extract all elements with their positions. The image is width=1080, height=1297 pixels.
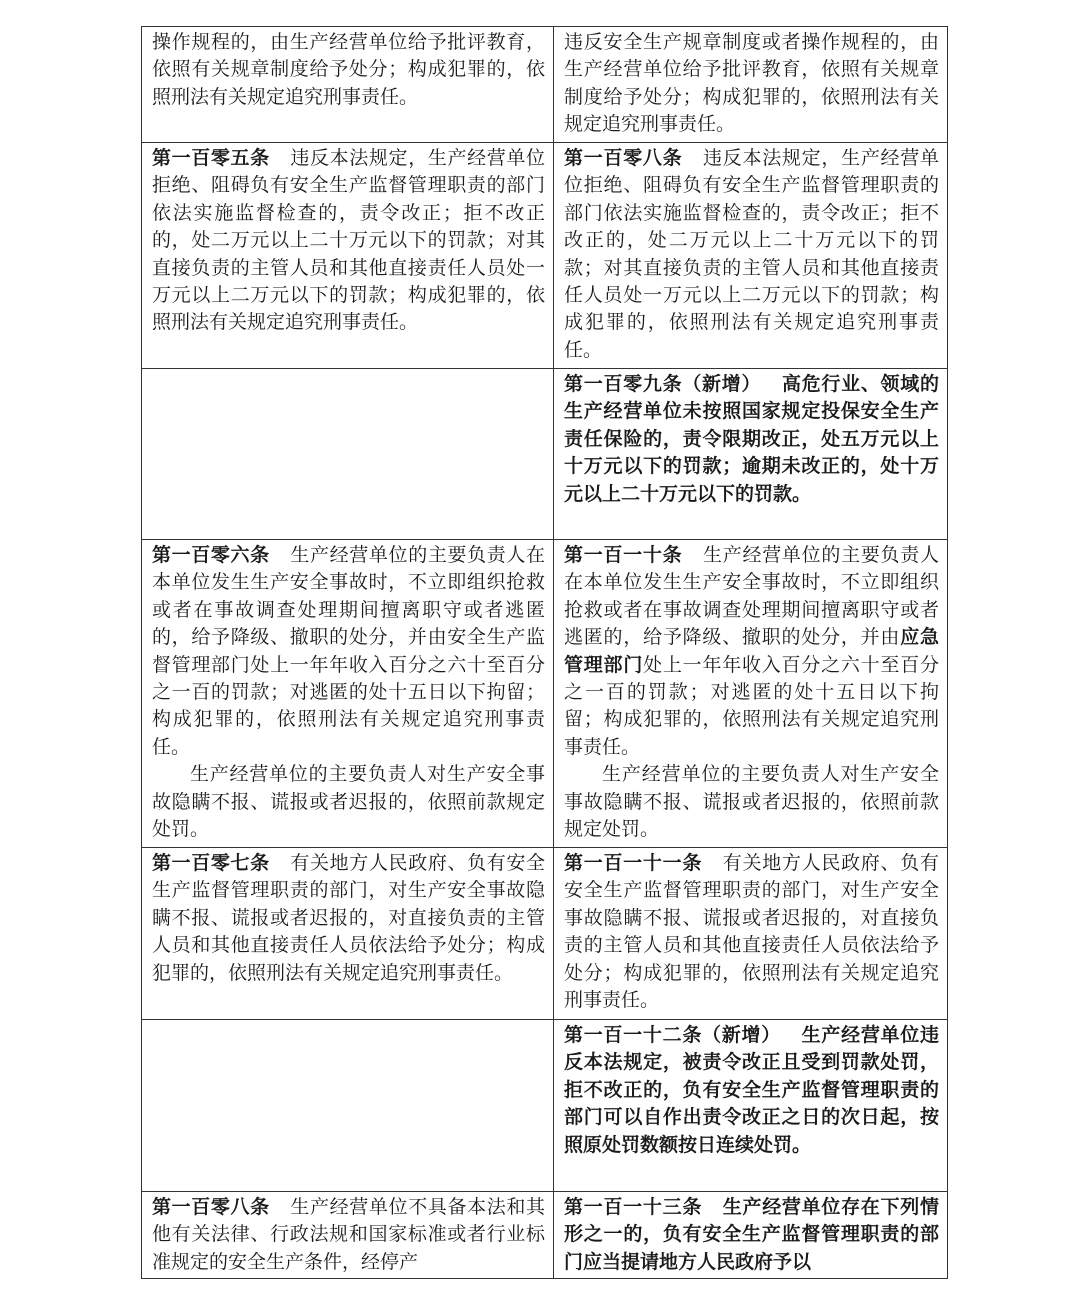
article-text: 生产经营单位不具备本法和其他有关法律、行政法规和国家标准或者行业标准规定的安全生产条件，经停产 — [152, 1196, 545, 1273]
table-row — [142, 143, 948, 369]
article-title: 第一百一十二条（新增） — [564, 1024, 781, 1046]
article-text: 有关地方人民政府、负有安全生产监督管理职责的部门，对生产安全事故隐瞒不报、谎报或者迟报的，对直接负责的主管人员和其他直接责任人员依法给予处分；构成犯罪的，依照刑法有关规定追究刑事责任。 — [152, 852, 545, 984]
table-row — [142, 848, 948, 1020]
article-title: 第一百零五条 — [152, 147, 270, 169]
article-text: 违反本法规定，生产经营单位拒绝、阻碍负有安全生产监督管理职责的部门依法实施监督检查的，责令改正；拒不改正的，处二万元以上二十万元以下的罚款；对其直接负责的主管人员和其他直接责任人员处一万元以上二万元以下的罚款；构成犯罪的，依照刑法有关规定追究刑事责任。 — [152, 147, 545, 334]
old-article-cell — [142, 848, 554, 1020]
article-text: 违反安全生产规章制度或者操作规程的，由生产经营单位给予批评教育，依照有关规章制度给予处分；构成犯罪的，依照刑法有关规定追究刑事责任。 — [564, 31, 939, 136]
article-title: 第一百零六条 — [152, 544, 270, 566]
article-text: 生产经营单位存在下列情形之一的，负有安全生产监督管理职责的部门应当提请地方人民政府予以 — [564, 1196, 939, 1273]
article-text: 高危行业、领域的生产经营单位未按照国家规定投保安全生产责任保险的，责令限期改正，处五万元以上十万元以下的罚款；逾期未改正的，处十万元以上二十万元以下的罚款。 — [564, 373, 939, 505]
new-article-cell — [554, 27, 948, 143]
table-row — [142, 369, 948, 540]
table-row — [142, 27, 948, 143]
article-text: 违反本法规定，生产经营单位拒绝、阻碍负有安全生产监督管理职责的部门依法实施监督检查的，责令改正；拒不改正的，处二万元以上二十万元以下的罚款；对其直接负责的主管人员和其他直接责任人员处一万元以上二万元以下的罚款；构成犯罪的，依照刑法有关规定追究刑事责任。 — [564, 147, 939, 361]
article-text: 生产经营单位的主要负责人在本单位发生生产安全事故时，不立即组织抢救或者在事故调查处理期间擅离职守或者逃匿的，给予降级、撤职的处分，并由安全生产监督管理部门处上一年年收入百分之六十至百分之一百的罚款；对逃匿的处十五日以下拘留；构成犯罪的，依照刑法有关规定追究刑事责任。 — [152, 544, 545, 758]
amended-phrase: 应急管理部门 — [564, 626, 939, 676]
old-article-cell — [142, 143, 554, 369]
old-article-cell — [142, 540, 554, 848]
article-title: 第一百零九条（新增） — [564, 373, 762, 395]
new-article-cell — [554, 369, 948, 540]
table-row — [142, 1020, 948, 1192]
article-title: 第一百零八条 — [564, 147, 683, 169]
old-article-cell-empty — [142, 1020, 554, 1192]
article-title: 第一百一十一条 — [564, 852, 703, 874]
article-text: 生产经营单位的主要负责人在本单位发生生产安全事故时，不立即组织抢救或者在事故调查处理期间擅离职守或者逃匿的，给予降级、撤职的处分，并由 — [564, 544, 939, 649]
new-article-cell — [554, 143, 948, 369]
new-article-cell — [554, 1020, 948, 1192]
article-text: 有关地方人民政府、负有安全生产监督管理职责的部门，对生产安全事故隐瞒不报、谎报或者迟报的，对直接负责的主管人员和其他直接责任人员依法给予处分；构成犯罪的，依照刑法有关规定追究刑事责任。 — [564, 852, 939, 1012]
old-article-cell — [142, 27, 554, 143]
new-article-cell — [554, 1192, 948, 1279]
article-text-continued: 处上一年年收入百分之六十至百分之一百的罚款；对逃匿的处十五日以下拘留；构成犯罪的，依照刑法有关规定追究刑事责任。 — [564, 653, 939, 758]
article-paragraph-2: 生产经营单位的主要负责人对生产安全事故隐瞒不报、谎报或者迟报的，依照前款规定处罚。 — [564, 763, 939, 841]
table-row — [142, 1192, 948, 1279]
old-article-cell — [142, 1192, 554, 1279]
article-paragraph-2: 生产经营单位的主要负责人对生产安全事故隐瞒不报、谎报或者迟报的，依照前款规定处罚。 — [152, 763, 545, 841]
comparison-table — [141, 26, 948, 1279]
article-text: 生产经营单位违反本法规定，被责令改正且受到罚款处罚，拒不改正的，负有安全生产监督管理职责的部门可以自作出责令改正之日的次日起，按照原处罚数额按日连续处罚。 — [564, 1024, 939, 1156]
new-article-cell — [554, 848, 948, 1020]
new-article-cell — [554, 540, 948, 848]
article-title: 第一百零八条 — [152, 1196, 270, 1218]
article-title: 第一百一十三条 — [564, 1196, 703, 1218]
old-article-cell-empty — [142, 369, 554, 540]
article-title: 第一百一十条 — [564, 544, 683, 566]
article-text: 操作规程的，由生产经营单位给予批评教育，依照有关规章制度给予处分；构成犯罪的，依照刑法有关规定追究刑事责任。 — [152, 31, 545, 108]
table-row — [142, 540, 948, 848]
article-title: 第一百零七条 — [152, 852, 270, 874]
